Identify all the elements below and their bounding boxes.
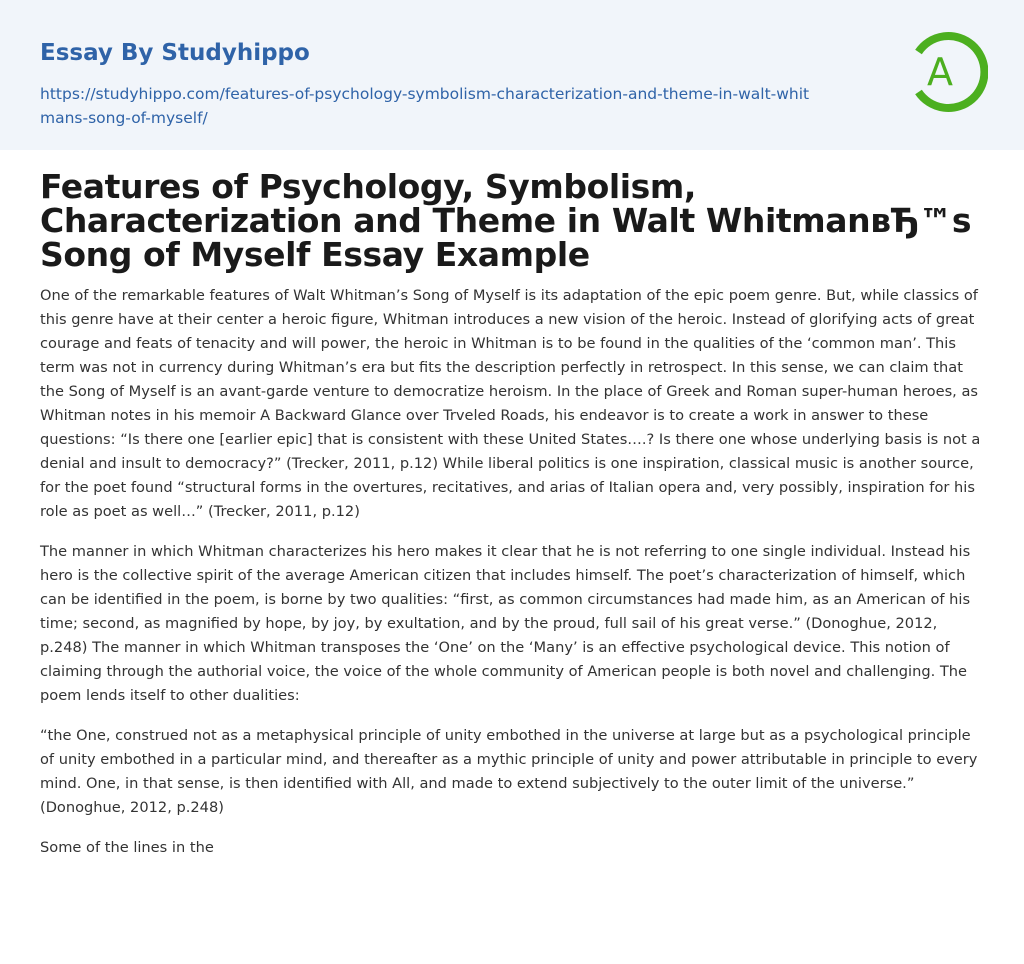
page-url-link[interactable]: https://studyhippo.com/features-of-psychology-symbolism-characterization-and-theme-in-walt-whitmans-song-of-myself/ [40, 85, 810, 127]
site-header [0, 0, 1024, 150]
essay-paragraph-3: “the One, construed not as a metaphysical principle of unity embothed in the universe at large but as a psychological principle of unity embothed in a particular mind, and thereafter as a mythic principle of unity and power attributable in principle to every mind. One, in that sense, is then identified with All, and made to extend subjectively to the outer limit of the universe.” (Donoghue, 2012, p.248) [40, 727, 978, 816]
essay-paragraph-4: Some of the lines in the [40, 839, 214, 856]
essay-title: Features of Psychology, Symbolism, Characterization and Theme in Walt WhitmanвЂ™s Song of Myself Essay Example [40, 167, 972, 274]
essay-paragraph-1: One of the remarkable features of Walt Whitman’s Song of Myself is its adaptation of the epic poem genre. But, while classics of this genre have at their center a heroic figure, Whitman introduces a new vision of the heroic. Instead of glorifying acts of great courage and feats of tenacity and will power, the heroic in Whitman is to be found in the qualities of the ‘common man’. This term was not in currency during Whitman’s era but fits the description perfectly in retrospect. In this sense, we can claim that the Song of Myself is an avant-garde venture to democratize heroism. In the place of Greek and Roman super-human heroes, as Whitman notes in his memoir A Backward Glance over Trveled Roads, his endeavor is to create a work in answer to these questions: “Is there one [earlier epic] that is consistent with these United States….? Is there one whose underlying basis is not a denial and insult to democracy?” (Trecker, 2011, p.12) While liberal politics is one inspiration, classical music is another source, for the poet found “structural forms in the overtures, recitatives, and arias of Italian opera and, very possibly, inspiration for his role as poet as well…” (Trecker, 2011, p.12) [40, 287, 981, 520]
studyhippo-logo[interactable] [910, 28, 988, 116]
essay-paragraph-2: The manner in which Whitman characterizes his hero makes it clear that he is not referring to one single individual. Instead his hero is the collective spirit of the average American citizen that includes himself. The poet’s characterization of himself, which can be identified in the poem, is borne by two qualities: “first, as common circumstances had made him, as an American of his time; second, as magnified by hope, by joy, by exultation, and by the proud, full sail of his great verse.” (Donoghue, 2012, p.248) The manner in which Whitman transposes the ‘One’ on the ‘Many’ is an effective psychological device. This notion of claiming through the authorial voice, the voice of the whole community of American people is both novel and challenging. The poem lends itself to other dualities: [40, 543, 971, 704]
essay-article [40, 167, 984, 860]
logo-letter: A [927, 50, 953, 94]
site-title[interactable]: Essay By Studyhippo [40, 40, 310, 66]
logo-ring-icon [910, 28, 988, 116]
